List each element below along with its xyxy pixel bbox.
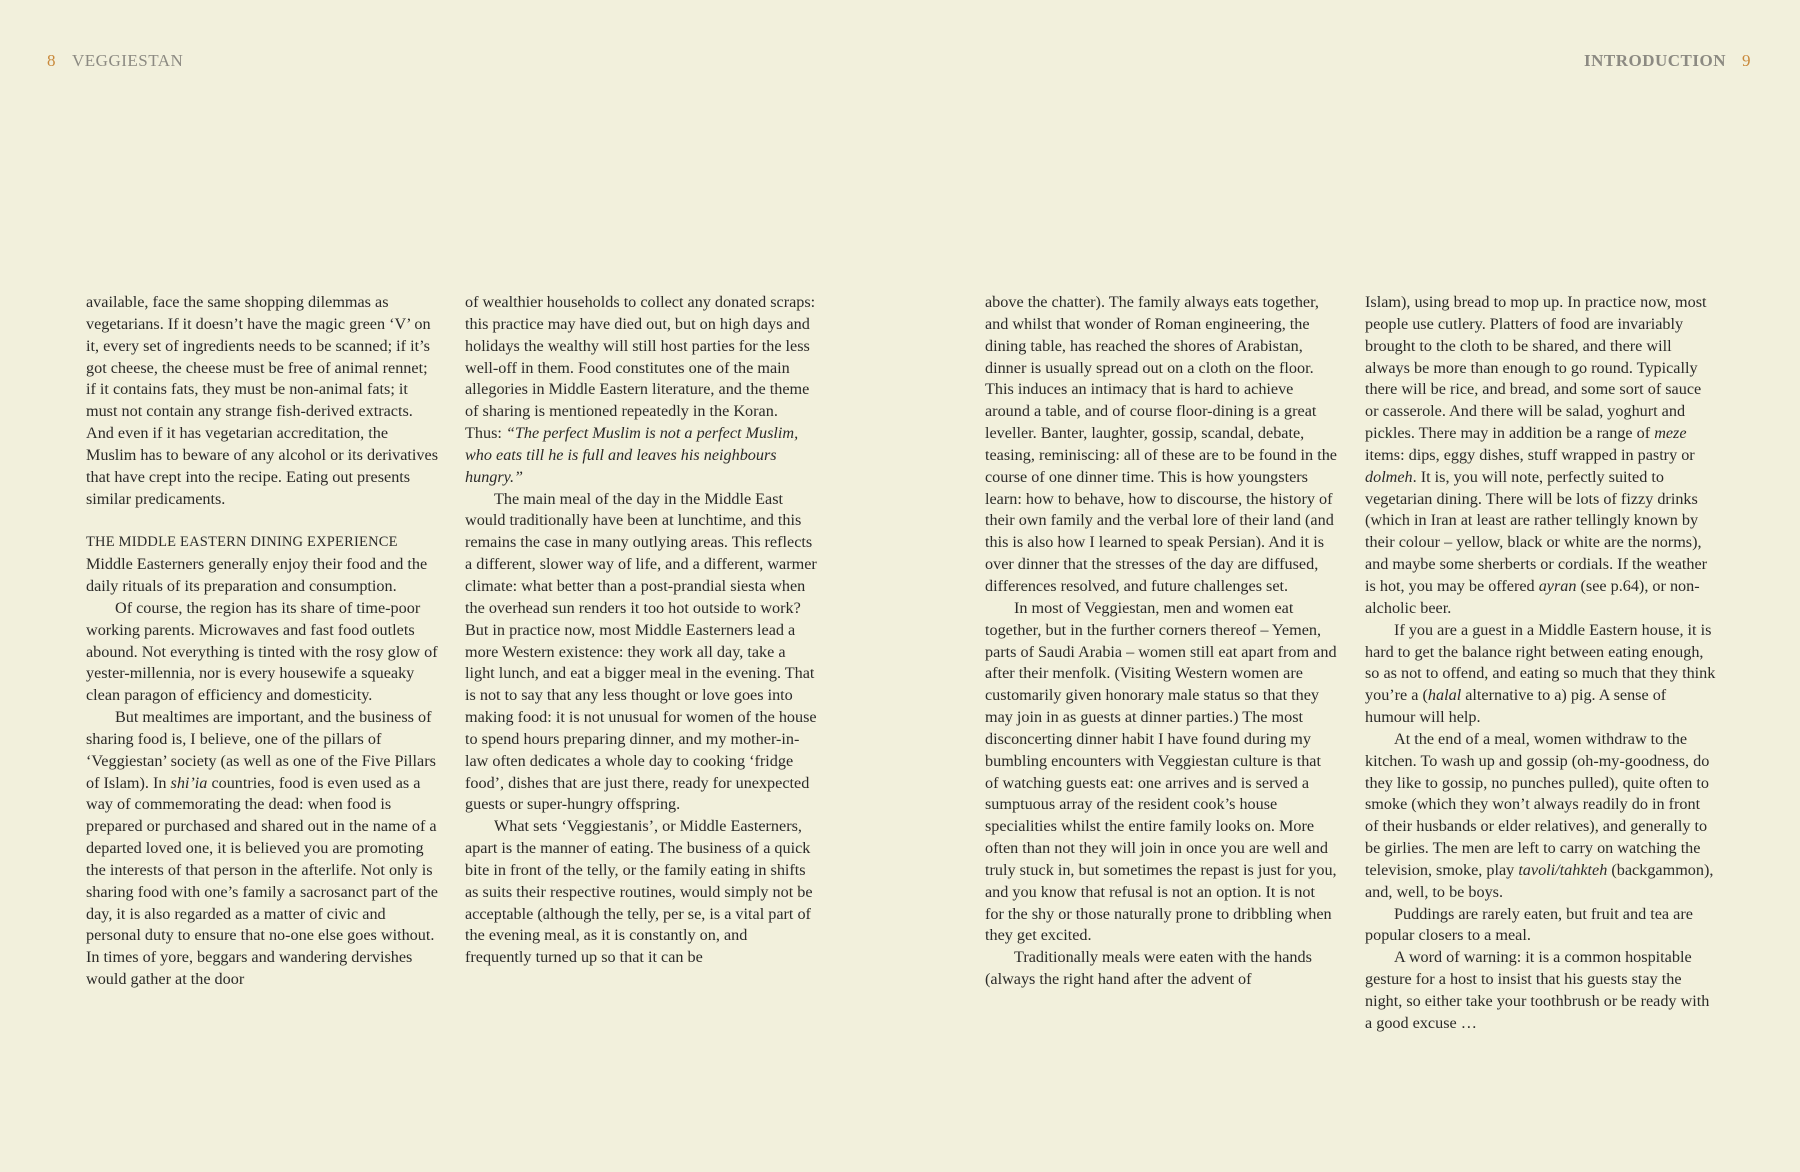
- paragraph: What sets ‘Veggiestanis’, or Middle Easterners, apart is the manner of eating. The business of a quick bite in front of the telly, or the family eating in shifts as suits their respective routines, would simply not be acceptable (although the telly, per se, is a vital part of the evening meal, as it is constantly on, and frequently turned up so that it can be: [465, 817, 813, 967]
- section-subheading: THE MIDDLE EASTERN DINING EXPERIENCE: [86, 534, 398, 551]
- italic-term: dolmeh: [1365, 467, 1413, 486]
- text-column-1: [86, 292, 438, 991]
- paragraph: Middle Easterners generally enjoy their food and the daily rituals of its preparation and consumption.: [86, 555, 428, 595]
- paragraph: above the chatter). The family always eats together, and whilst that wonder of Roman engineering, the dining table, has reached the shores of Arabistan, dinner is usually spread out on a cloth on the floor. This induces an intimacy that is hard to achieve around a table, and of course floor-dining is a great leveller. Banter, laughter, gossip, scandal, debate, teasing, reminiscing: all of these are to be found in the course of one dinner time. This is how youngsters learn: how to behave, how to discourse, the history of their own family and the verbal lore of their land (and this is also how I learned to speak Persian). And it is over dinner that the stresses of the day are diffused, differences resolved, and future challenges set.: [985, 293, 1337, 595]
- paragraph: Puddings are rarely eaten, but fruit and tea are popular closers to a meal.: [1365, 904, 1693, 945]
- koran-quote: “The perfect Muslim is not a perfect Muslim, who eats till he is full and leaves his neighbours hungry.”: [465, 424, 799, 486]
- right-page-number: 9: [1742, 51, 1751, 70]
- paragraph: available, face the same shopping dilemmas as vegetarians. If it doesn’t have the magic green ‘V’ on it, every set of ingredients needs to be scanned; if it’s got cheese, the cheese must be free of animal rennet; if it contains fats, they must be non-animal fats; it must not contain any strange fish-derived extracts. And even if it has vegetarian accreditation, the Muslim has to beware of any alcohol or its derivatives that have crept into the recipe. Eating out presents similar predicaments.: [86, 293, 438, 508]
- paragraph: At the end of a meal, women withdraw to the kitchen. To wash up and gossip (oh-my-goodness, do they like to gossip, no punches pulled), quite often to smoke (which they won’t always readily do in front of their husbands or elder relatives), and generally to be girlies. The men are left to carry on watching the television, smoke, play tavoli/tahkteh (backgammon), and, well, to be boys.: [1365, 729, 1714, 901]
- italic-term: tavoli/tahkteh: [1518, 860, 1608, 879]
- text-column-3: [985, 292, 1337, 991]
- paragraph: But mealtimes are important, and the business of sharing food is, I believe, one of the pillars of ‘Veggiestan’ society (as well as one of the Five Pillars of Islam). In shi’ia countries, food is even used as a way of commemorating the dead: when food is prepared or purchased and shared out in the name of a departed loved one, it is believed you are promoting the interests of that person in the afterlife. Not only is sharing food with one’s family a sacrosanct part of the day, it is also regarded as a matter of civic and personal duty to ensure that no-one else goes without. In times of yore, beggars and wandering dervishes would gather at the door: [86, 708, 438, 989]
- chapter-title-header: INTRODUCTION: [1583, 51, 1726, 70]
- italic-term: meze: [1654, 424, 1687, 443]
- text-column-4: [1365, 292, 1717, 1035]
- paragraph: Traditionally meals were eaten with the hands (always the right hand after the advent of: [985, 948, 1312, 989]
- left-page-number: 8: [47, 51, 56, 70]
- left-running-head: [47, 50, 183, 72]
- paragraph: If you are a guest in a Middle Eastern house, it is hard to get the balance right between eating enough, so as not to offend, and eating so much that they think you’re a (halal alternative to a) pig. A sense of humour will help.: [1365, 620, 1716, 727]
- paragraph: Of course, the region has its share of time-poor working parents. Microwaves and fast food outlets abound. Not everything is tinted with the rosy glow of yester-millennia, nor is every housewife a squeaky clean paragon of efficiency and domesticity.: [86, 598, 438, 705]
- right-page: [900, 0, 1800, 1172]
- paragraph: In most of Veggiestan, men and women eat together, but in the further corners thereof – Yemen, parts of Saudi Arabia – women still eat apart from and after their menfolk. (Visiting Western women are customarily given honorary male status so that they may join in as guests at dinner parties.) The most disconcerting dinner habit I have found during my bumbling encounters with Veggiestan culture is that of watching guests eat: one arrives and is served a sumptuous array of the resident cook’s house specialities whilst the entire family looks on. More often than not they will join in once you are well and truly stuck in, but sometimes the repast is just for you, and you know that refusal is not an option. It is not for the shy or those naturally prone to dribbling when they get excited.: [985, 598, 1337, 945]
- italic-term: halal: [1427, 686, 1462, 705]
- book-title-header: VEGGIESTAN: [72, 51, 184, 70]
- text-column-2: [465, 292, 817, 969]
- paragraph: The main meal of the day in the Middle East would traditionally have been at lunchtime, and this remains the case in many outlying areas. This reflects a different, slower way of life, and a different, warmer climate: what better than a post-prandial siesta when the overhead sun renders it too hot outside to work? But in practice now, most Middle Easterners lead a more Western existence: they work all day, take a light lunch, and eat a bigger meal in the evening. That is not to say that any less thought or love goes into making food: it is not unusual for women of the house to spend hours preparing dinner, and my mother-in-law often dedicates a whole day to cooking ‘fridge food’, dishes that are just there, ready for unexpected guests or super-hungry offspring.: [465, 489, 817, 814]
- italic-term: shi’ia: [170, 773, 208, 792]
- paragraph: A word of warning: it is a common hospitable gesture for a host to insist that his guests stay the night, so either take your toothbrush or be ready with a good excuse …: [1365, 948, 1710, 1032]
- italic-term: ayran: [1538, 576, 1577, 595]
- paragraph: of wealthier households to collect any donated scraps: this practice may have died out, but on high days and holidays the wealthy will still host parties for the less well-off in them. Food constitutes one of the main allegories in Middle Eastern literature, and the theme of sharing is mentioned repeatedly in the Koran. Thus: “The perfect Muslim is not a perfect Muslim, who eats till he is full and leaves his neighbours hungry.”: [465, 293, 816, 486]
- paragraph: Islam), using bread to mop up. In practice now, most people use cutlery. Platters of food are invariably brought to the cloth to be shared, and there will always be more than enough to go round. Typically there will be rice, and bread, and some sort of sauce or casserole. And there will be salad, yoghurt and pickles. There may in addition be a range of meze items: dips, eggy dishes, stuff wrapped in pastry or dolmeh. It is, you will note, perfectly suited to vegetarian dining. There will be lots of fizzy drinks (which in Iran at least are rather tellingly known by their colour – yellow, black or white are the norms), and maybe some sherberts or cordials. If the weather is hot, you may be offered ayran (see p.64), or non-alcholic beer.: [1365, 293, 1708, 617]
- right-running-head: [1584, 50, 1751, 72]
